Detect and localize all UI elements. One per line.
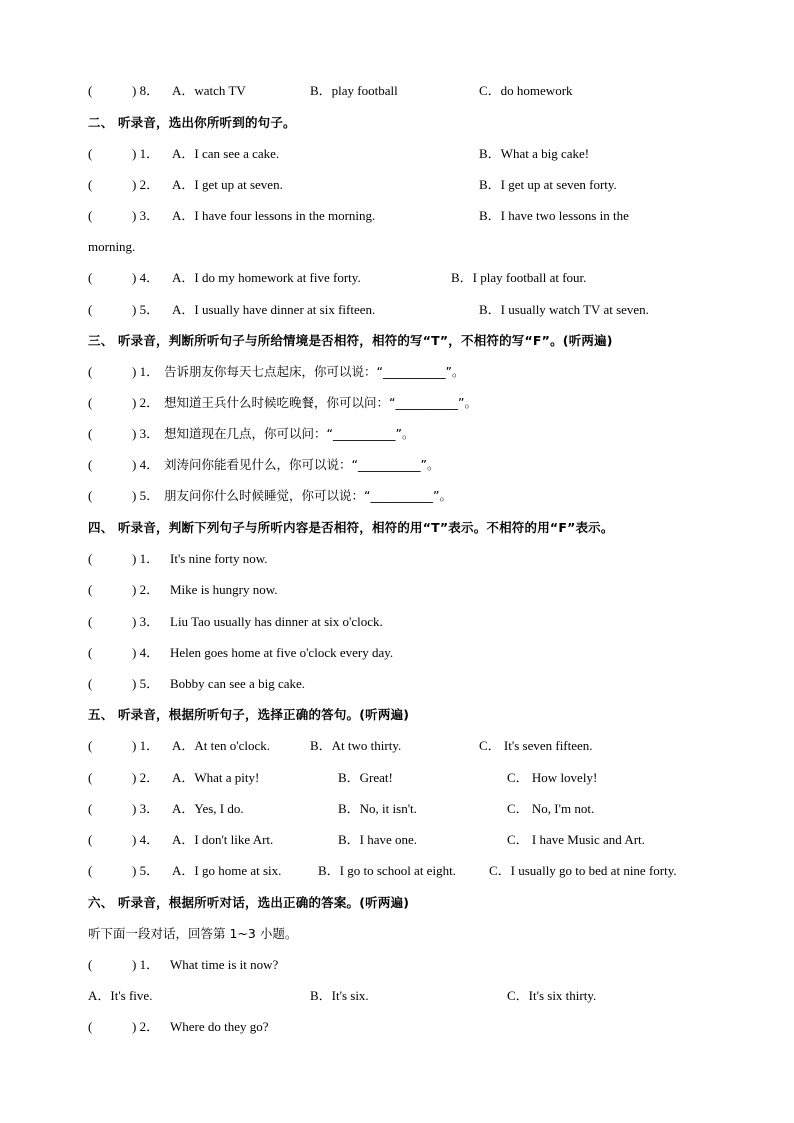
- answer-paren-open: (: [88, 551, 93, 566]
- dialogue-intro: 听下面一段对话，回答第 1~3 小题。: [88, 926, 298, 941]
- question-number: ) 5．: [132, 863, 160, 878]
- option-b-continuation: morning.: [88, 239, 136, 254]
- question-text: Mike is hungry now.: [170, 582, 278, 597]
- question-number: ) 5．: [132, 676, 160, 691]
- option-a: A．I don't like Art.: [172, 832, 274, 847]
- question-number: ) 3．: [132, 208, 160, 223]
- question-text: 想知道王兵什么时候吃晚餐，你可以问：“__________”。: [164, 395, 477, 410]
- option-b: B．I go to school at eight.: [318, 863, 456, 878]
- option-c: C． It's seven fifteen.: [479, 738, 593, 753]
- question-text: Liu Tao usually has dinner at six o'clock.: [170, 614, 383, 629]
- option-b: B．I play football at four.: [451, 270, 587, 285]
- question-row: [0, 486, 794, 506]
- question-text: Where do they go?: [170, 1019, 269, 1034]
- question-number: ) 2．: [132, 1019, 160, 1034]
- question-row: [0, 580, 794, 600]
- option-a: A．Yes, I do.: [172, 801, 244, 816]
- answer-paren-open: (: [88, 614, 93, 629]
- option-a: A．I have four lessons in the morning.: [172, 208, 376, 223]
- question-number: ) 4．: [132, 270, 160, 285]
- answer-paren-open: (: [88, 488, 93, 503]
- question-number: ) 3．: [132, 614, 160, 629]
- answer-paren-open: (: [88, 676, 93, 691]
- question-row: [0, 955, 794, 975]
- question-row: [0, 81, 794, 101]
- question-number: ) 4．: [132, 832, 160, 847]
- answer-paren-open: (: [88, 582, 93, 597]
- option-c: C．It's six thirty.: [507, 988, 597, 1003]
- question-row: [0, 861, 794, 881]
- option-b: B．I get up at seven forty.: [479, 177, 617, 192]
- option-c: C． How lovely!: [507, 770, 598, 785]
- question-row: [0, 799, 794, 819]
- option-c: C． No, I'm not.: [507, 801, 595, 816]
- question-number: ) 1．: [132, 146, 160, 161]
- answer-paren-open: (: [88, 146, 93, 161]
- question-row: [0, 144, 794, 164]
- option-a: A．At ten o'clock.: [172, 738, 271, 753]
- answer-paren-open: (: [88, 364, 93, 379]
- option-b: B．What a big cake!: [479, 146, 590, 161]
- question-row: [0, 674, 794, 694]
- question-row: [0, 424, 794, 444]
- answer-paren-open: (: [88, 208, 93, 223]
- option-b: B．I have two lessons in the: [479, 208, 629, 223]
- option-b: B．Great!: [338, 770, 393, 785]
- question-row: [0, 830, 794, 850]
- option-a: A．I usually have dinner at six fifteen.: [172, 302, 376, 317]
- option-c: C． I have Music and Art.: [507, 832, 645, 847]
- answer-paren-open: (: [88, 395, 93, 410]
- question-number: ) 1．: [132, 551, 160, 566]
- question-row: [0, 455, 794, 475]
- answer-paren-open: (: [88, 457, 93, 472]
- answer-paren-open: (: [88, 270, 93, 285]
- question-number: ) 4．: [132, 457, 160, 472]
- option-b: B．play football: [310, 83, 398, 98]
- question-number: ) 4．: [132, 645, 160, 660]
- section-6-title: 六、 听录音，根据所听对话，选出正确的答案。(听两遍): [88, 895, 410, 910]
- option-a: A．It's five.: [88, 988, 153, 1003]
- question-text: 朋友问你什么时候睡觉，你可以说：“__________”。: [164, 488, 452, 503]
- option-a: A．I can see a cake.: [172, 146, 280, 161]
- answer-paren-open: (: [88, 801, 93, 816]
- question-number: ) 5．: [132, 302, 160, 317]
- question-text: 刘涛问你能看见什么，你可以说：“__________”。: [164, 457, 440, 472]
- option-b: B．It's six.: [310, 988, 369, 1003]
- question-text: What time is it now?: [170, 957, 279, 972]
- question-number: ) 1．: [132, 364, 160, 379]
- question-row: [0, 175, 794, 195]
- answer-paren-open: (: [88, 83, 93, 98]
- question-text: 告诉朋友你每天七点起床，你可以说：“__________”。: [164, 364, 465, 379]
- answer-paren-open: (: [88, 302, 93, 317]
- options-row: [0, 986, 794, 1006]
- section-2-title: 二、 听录音，选出你所听到的句子。: [88, 115, 296, 130]
- question-row: [0, 206, 794, 226]
- option-b: B．At two thirty.: [310, 738, 402, 753]
- question-number: ) 8．: [132, 83, 160, 98]
- question-row: [0, 549, 794, 569]
- option-a: A．I do my homework at five forty.: [172, 270, 361, 285]
- question-number: ) 1．: [132, 957, 160, 972]
- option-a: A．What a pity!: [172, 770, 260, 785]
- option-b: B．No, it isn't.: [338, 801, 417, 816]
- question-text: It's nine forty now.: [170, 551, 268, 566]
- option-a: A．I get up at seven.: [172, 177, 283, 192]
- question-number: ) 5．: [132, 488, 160, 503]
- answer-paren-open: (: [88, 645, 93, 660]
- question-row: [0, 393, 794, 413]
- question-text: 想知道现在几点，你可以问：“__________”。: [164, 426, 415, 441]
- question-number: ) 3．: [132, 801, 160, 816]
- section-4-title: 四、 听录音，判断下列句子与所听内容是否相符，相符的用“T”表示。不相符的用“F”表示。: [88, 520, 614, 535]
- question-row: [0, 362, 794, 382]
- question-row: [0, 643, 794, 663]
- answer-paren-open: (: [88, 957, 93, 972]
- answer-paren-open: (: [88, 770, 93, 785]
- question-number: ) 2．: [132, 770, 160, 785]
- option-c: C．I usually go to bed at nine forty.: [489, 863, 677, 878]
- question-row: [0, 300, 794, 320]
- question-number: ) 2．: [132, 177, 160, 192]
- option-a: A．watch TV: [172, 83, 246, 98]
- question-row-continuation: [0, 237, 794, 257]
- question-row: [0, 1017, 794, 1037]
- question-row: [0, 268, 794, 288]
- question-number: ) 1．: [132, 738, 160, 753]
- section-5-title: 五、 听录音，根据所听句子，选择正确的答句。(听两遍): [88, 707, 410, 722]
- option-b: B．I usually watch TV at seven.: [479, 302, 649, 317]
- question-row: [0, 768, 794, 788]
- option-a: A．I go home at six.: [172, 863, 282, 878]
- answer-paren-open: (: [88, 863, 93, 878]
- question-text: Bobby can see a big cake.: [170, 676, 306, 691]
- question-row: [0, 736, 794, 756]
- question-row: [0, 612, 794, 632]
- option-c: C．do homework: [479, 83, 573, 98]
- answer-paren-open: (: [88, 426, 93, 441]
- option-b: B．I have one.: [338, 832, 418, 847]
- question-number: ) 2．: [132, 582, 160, 597]
- answer-paren-open: (: [88, 832, 93, 847]
- section-3-title: 三、 听录音，判断所听句子与所给情境是否相符，相符的写“T”，不相符的写“F”。(听两遍): [88, 333, 613, 348]
- question-number: ) 2．: [132, 395, 160, 410]
- answer-paren-open: (: [88, 177, 93, 192]
- question-text: Helen goes home at five o'clock every day.: [170, 645, 394, 660]
- answer-paren-open: (: [88, 1019, 93, 1034]
- answer-paren-open: (: [88, 738, 93, 753]
- question-number: ) 3．: [132, 426, 160, 441]
